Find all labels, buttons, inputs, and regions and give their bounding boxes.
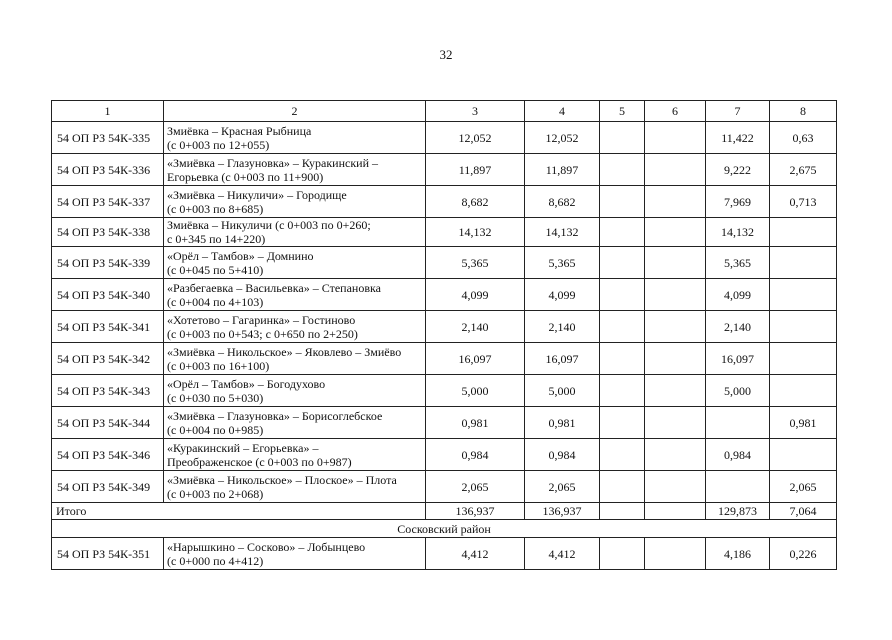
cell-col-8 (770, 311, 837, 343)
cell-col-6 (645, 218, 706, 247)
road-name (164, 311, 426, 343)
table-row (52, 407, 837, 439)
cell-col-8: 0,713 (770, 186, 837, 218)
cell-col-6 (645, 343, 706, 375)
cell-col-7: 5,365 (706, 247, 770, 279)
cell-col-4: 16,097 (525, 343, 600, 375)
cell-col-3: 4,099 (426, 279, 525, 311)
cell-col-8: 0,981 (770, 407, 837, 439)
table-row (52, 247, 837, 279)
road-code: 54 ОП РЗ 54К-340 (52, 279, 164, 311)
road-name-line: (с 0+003 по 16+100) (167, 358, 270, 373)
cell-col-4: 5,365 (525, 247, 600, 279)
table-row (52, 439, 837, 471)
cell-col-5 (600, 279, 645, 311)
cell-col-6 (645, 407, 706, 439)
cell-col-3: 12,052 (426, 122, 525, 154)
road-name-line: с 0+345 по 14+220) (167, 232, 266, 246)
cell-col-5 (600, 218, 645, 247)
cell-col-8: 2,675 (770, 154, 837, 186)
table-header-row (52, 101, 837, 122)
cell-col-8 (770, 375, 837, 407)
cell-col-8 (770, 439, 837, 471)
road-name-line: Егорьевка (с 0+003 по 11+900) (167, 169, 324, 184)
table-row (52, 279, 837, 311)
cell-col-6 (645, 538, 706, 570)
road-name-line: «Разбегаевка – Васильевка» – Степановка (167, 280, 381, 295)
column-header-8: 8 (770, 101, 837, 122)
cell-col-4: 11,897 (525, 154, 600, 186)
cell-col-4: 4,412 (525, 538, 600, 570)
road-name (164, 471, 426, 503)
road-name-line: «Куракинский – Егорьевка» – (167, 440, 319, 455)
cell-col-7 (706, 407, 770, 439)
cell-col-3: 5,365 (426, 247, 525, 279)
cell-col-3: 16,097 (426, 343, 525, 375)
road-code: 54 ОП РЗ 54К-343 (52, 375, 164, 407)
column-header-6: 6 (645, 101, 706, 122)
cell-col-3: 5,000 (426, 375, 525, 407)
cell-col-4: 4,099 (525, 279, 600, 311)
table-row (52, 122, 837, 154)
cell-col-3: 0,984 (426, 439, 525, 471)
cell-col-4: 0,981 (525, 407, 600, 439)
road-name-line: «Змиёвка – Глазуновка» – Борисоглебское (167, 408, 383, 423)
cell-col-7 (706, 471, 770, 503)
road-name-line: Преображенское (с 0+003 по 0+987) (167, 454, 352, 469)
column-header-2: 2 (164, 101, 426, 122)
cell-col-7: 11,422 (706, 122, 770, 154)
table-row (52, 311, 837, 343)
table-row (52, 375, 837, 407)
cell-col-5 (600, 375, 645, 407)
cell-col-5 (600, 247, 645, 279)
road-code: 54 ОП РЗ 54К-344 (52, 407, 164, 439)
road-name-line: (с 0+000 по 4+412) (167, 553, 264, 568)
total-col-6 (645, 503, 706, 520)
cell-col-6 (645, 122, 706, 154)
road-name-line: «Змиёвка – Никольское» – Яковлево – Змиёво (167, 344, 402, 359)
cell-col-8: 0,63 (770, 122, 837, 154)
cell-col-4: 8,682 (525, 186, 600, 218)
cell-col-6 (645, 247, 706, 279)
cell-col-5 (600, 343, 645, 375)
table-row (52, 154, 837, 186)
cell-col-4: 12,052 (525, 122, 600, 154)
cell-col-4: 0,984 (525, 439, 600, 471)
cell-col-5 (600, 186, 645, 218)
road-name-line: «Нарышкино – Сосково» – Лобынцево (167, 539, 366, 554)
cell-col-4: 2,140 (525, 311, 600, 343)
cell-col-3: 14,132 (426, 218, 525, 247)
cell-col-7: 16,097 (706, 343, 770, 375)
cell-col-7: 2,140 (706, 311, 770, 343)
total-col-3: 136,937 (426, 503, 525, 520)
cell-col-5 (600, 439, 645, 471)
cell-col-5 (600, 154, 645, 186)
road-code: 54 ОП РЗ 54К-351 (52, 538, 164, 570)
cell-col-6 (645, 279, 706, 311)
road-name (164, 407, 426, 439)
cell-col-6 (645, 186, 706, 218)
total-label: Итого (52, 503, 426, 520)
cell-col-6 (645, 311, 706, 343)
road-code: 54 ОП РЗ 54К-337 (52, 186, 164, 218)
cell-col-5 (600, 538, 645, 570)
road-name (164, 154, 426, 186)
cell-col-7: 4,186 (706, 538, 770, 570)
cell-col-5 (600, 471, 645, 503)
road-name-line: (с 0+045 по 5+410) (167, 262, 264, 277)
cell-col-7: 4,099 (706, 279, 770, 311)
road-name (164, 279, 426, 311)
cell-col-5 (600, 311, 645, 343)
road-name-line: (с 0+003 по 2+068) (167, 486, 264, 501)
road-name-line: «Змиёвка – Глазуновка» – Куракинский – (167, 155, 378, 170)
table-row (52, 218, 837, 247)
cell-col-8: 0,226 (770, 538, 837, 570)
cell-col-6 (645, 154, 706, 186)
road-name-line: (с 0+030 по 5+030) (167, 390, 264, 405)
column-header-5: 5 (600, 101, 645, 122)
cell-col-3: 2,140 (426, 311, 525, 343)
road-name (164, 538, 426, 570)
column-header-7: 7 (706, 101, 770, 122)
road-name (164, 343, 426, 375)
road-code: 54 ОП РЗ 54К-335 (52, 122, 164, 154)
road-name (164, 122, 426, 154)
cell-col-3: 2,065 (426, 471, 525, 503)
cell-col-4: 14,132 (525, 218, 600, 247)
cell-col-4: 2,065 (525, 471, 600, 503)
cell-col-8: 2,065 (770, 471, 837, 503)
district-header-row (52, 520, 837, 538)
road-name-line: (с 0+003 по 12+055) (167, 137, 270, 152)
cell-col-3: 4,412 (426, 538, 525, 570)
column-header-4: 4 (525, 101, 600, 122)
cell-col-7: 7,969 (706, 186, 770, 218)
roads-table (51, 100, 837, 570)
cell-col-7: 5,000 (706, 375, 770, 407)
road-name-line: Змиёвка – Никуличи (с 0+003 по 0+260; (167, 218, 371, 232)
road-name (164, 186, 426, 218)
column-header-3: 3 (426, 101, 525, 122)
cell-col-3: 0,981 (426, 407, 525, 439)
road-name (164, 247, 426, 279)
total-col-8: 7,064 (770, 503, 837, 520)
table-row (52, 186, 837, 218)
cell-col-5 (600, 122, 645, 154)
road-code: 54 ОП РЗ 54К-341 (52, 311, 164, 343)
road-name-line: (с 0+004 по 0+985) (167, 422, 264, 437)
cell-col-8 (770, 343, 837, 375)
cell-col-7: 9,222 (706, 154, 770, 186)
road-name-line: «Змиёвка – Никуличи» – Городище (167, 187, 347, 202)
road-code: 54 ОП РЗ 54К-349 (52, 471, 164, 503)
cell-col-5 (600, 407, 645, 439)
road-name-line: «Орёл – Тамбов» – Домнино (167, 248, 314, 263)
road-code: 54 ОП РЗ 54К-338 (52, 218, 164, 247)
road-name (164, 439, 426, 471)
road-code: 54 ОП РЗ 54К-346 (52, 439, 164, 471)
road-name-line: (с 0+004 по 4+103) (167, 294, 264, 309)
table-row (52, 343, 837, 375)
cell-col-8 (770, 218, 837, 247)
cell-col-6 (645, 439, 706, 471)
cell-col-8 (770, 247, 837, 279)
total-col-7: 129,873 (706, 503, 770, 520)
table-row (52, 538, 837, 570)
cell-col-7: 0,984 (706, 439, 770, 471)
road-name-line: «Хотетово – Гагаринка» – Гостиново (167, 312, 356, 327)
road-code: 54 ОП РЗ 54К-339 (52, 247, 164, 279)
cell-col-3: 8,682 (426, 186, 525, 218)
road-name-line: Змиёвка – Красная Рыбница (167, 123, 312, 138)
total-row (52, 503, 837, 520)
cell-col-6 (645, 375, 706, 407)
district-title: Сосковский район (52, 520, 837, 538)
column-header-1: 1 (52, 101, 164, 122)
cell-col-4: 5,000 (525, 375, 600, 407)
road-name (164, 375, 426, 407)
road-code: 54 ОП РЗ 54К-342 (52, 343, 164, 375)
total-col-4: 136,937 (525, 503, 600, 520)
cell-col-7: 14,132 (706, 218, 770, 247)
road-name-line: (с 0+003 по 8+685) (167, 201, 264, 216)
cell-col-8 (770, 279, 837, 311)
road-name (164, 218, 426, 247)
table-row (52, 471, 837, 503)
road-name-line: (с 0+003 по 0+543; с 0+650 по 2+250) (167, 326, 358, 341)
cell-col-3: 11,897 (426, 154, 525, 186)
road-name-line: «Орёл – Тамбов» – Богодухово (167, 376, 326, 391)
page-number: 32 (439, 47, 453, 62)
cell-col-6 (645, 471, 706, 503)
road-code: 54 ОП РЗ 54К-336 (52, 154, 164, 186)
road-name-line: «Змиёвка – Никольское» – Плоское» – Плота (167, 472, 397, 487)
total-col-5 (600, 503, 645, 520)
